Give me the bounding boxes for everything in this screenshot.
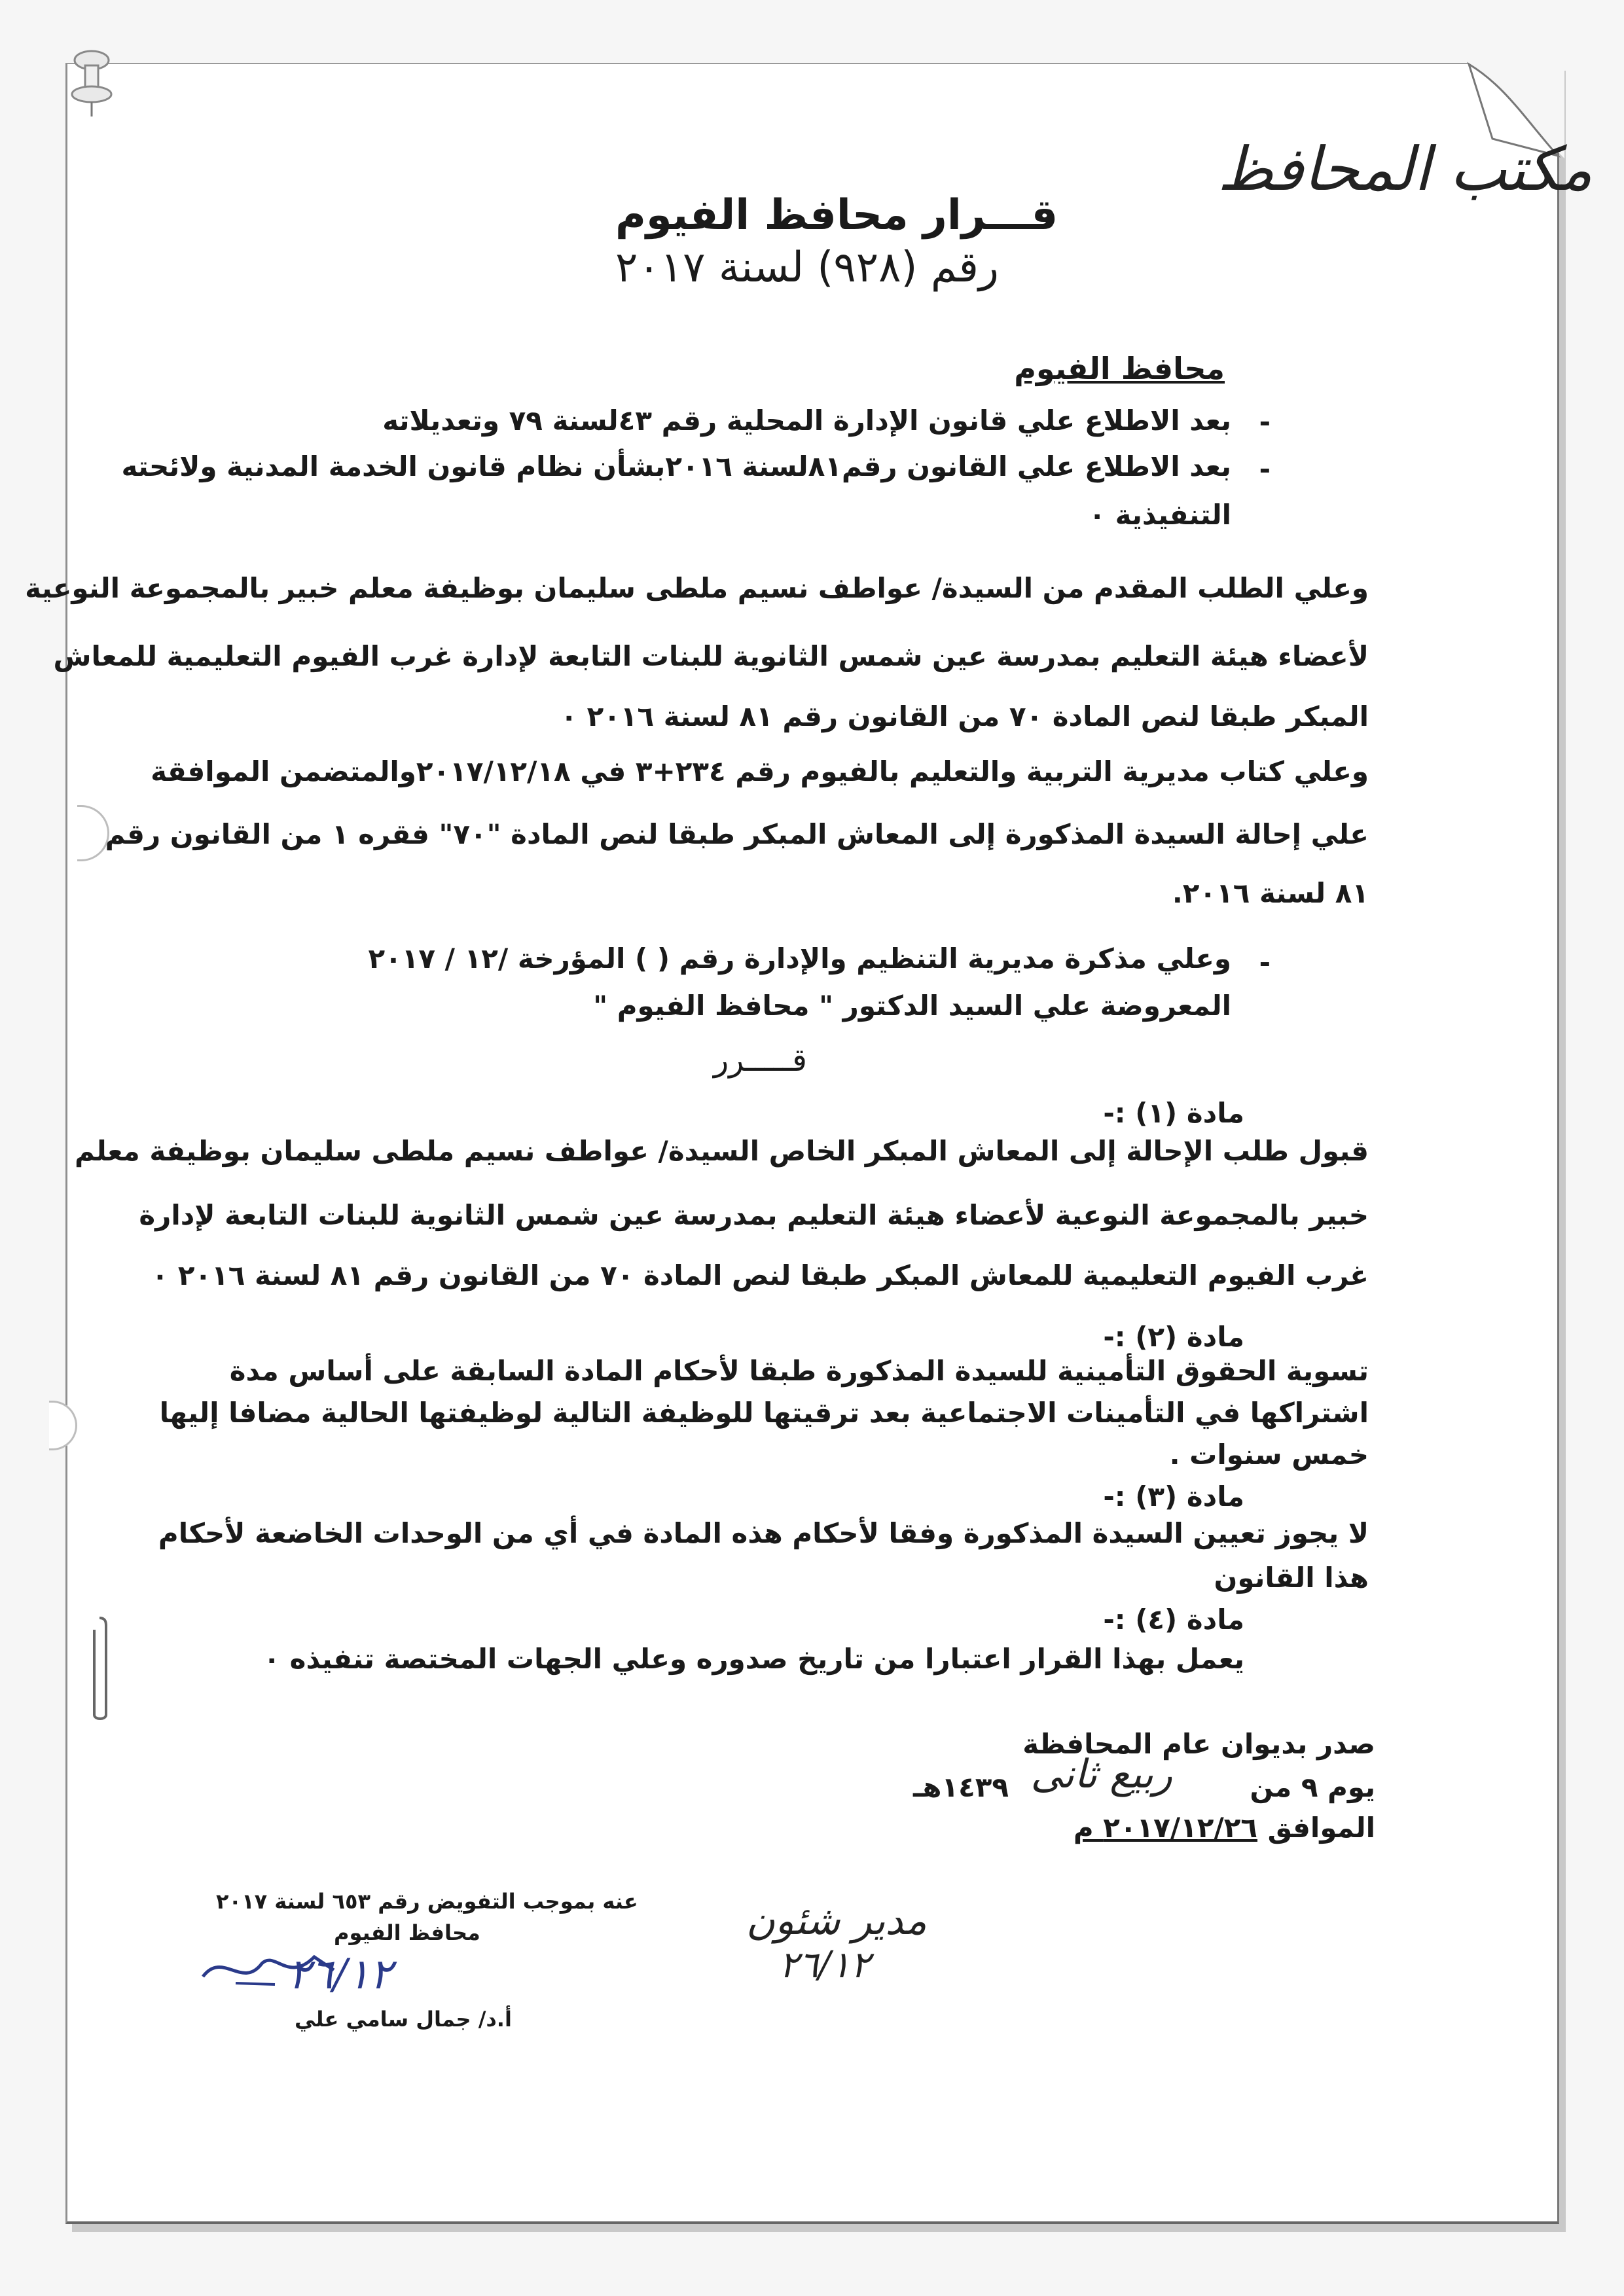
paragraph-line: المبكر طبقا لنص المادة ٧٠ من القانون رقم ٨١ لسنة ٢٠١٦ ٠ [560, 700, 1369, 732]
memo-line: المعروضة علي السيد الدكتور " محافظ الفيوم " [593, 990, 1231, 1022]
handwritten-month: ربيع ثانى [1030, 1751, 1172, 1797]
issued-gregorian-label: الموافق [1267, 1812, 1375, 1844]
paragraph-line: وعلي كتاب مديرية التربية والتعليم بالفيوم رقم ٢٣٤+٣ في ٢٠١٧/١٢/١٨والمتضمن الموافقة [151, 755, 1369, 787]
paragraph-line: ٨١ لسنة ٢٠١٦. [1172, 877, 1369, 909]
memo-dash: - [1259, 946, 1271, 978]
delegation-line: عنه بموجب التفويض رقم ٦٥٣ لسنة ٢٠١٧ [216, 1889, 638, 1914]
preamble-item: بعد الاطلاع علي القانون رقم٨١لسنة ٢٠١٦بشأن نظام قانون الخدمة المدنية ولائحته [121, 450, 1231, 482]
handwritten-office-note: مكتب المحافظ [1218, 134, 1593, 204]
issued-hijri-year: ١٤٣٩هـ [912, 1771, 1009, 1803]
article-line: هذا القانون [1214, 1562, 1369, 1594]
decree-title: قـــرار محافظ الفيوم [615, 191, 1058, 240]
article-line: لا يجوز تعيين السيدة المذكورة وفقا لأحكام هذه المادة في أي من الوحدات الخاضعة لأحكام [158, 1517, 1369, 1549]
article-line: خبير بالمجموعة النوعية لأعضاء هيئة التعليم بمدرسة عين شمس الثانوية للبنات التابعة لإدارة [139, 1199, 1369, 1231]
article-label: مادة (٢) :- [1103, 1321, 1244, 1353]
paragraph-line: وعلي الطلب المقدم من السيدة/ عواطف نسيم ملطى سليمان بوظيفة معلم خبير بالمجموعة النوعية [25, 572, 1369, 604]
issued-gregorian-date: ٢٠١٧/١٢/٢٦ م [1073, 1812, 1257, 1844]
signature-left-date: ٢٦/١٢ [288, 1950, 393, 1999]
article-label: مادة (٣) :- [1103, 1480, 1244, 1513]
article-line: يعمل بهذا القرار اعتبارا من تاريخ صدوره وعلي الجهات المختصة تنفيذه ٠ [263, 1643, 1244, 1675]
pushpin-icon [65, 46, 124, 118]
preamble-item: التنفيذية ٠ [1089, 499, 1231, 531]
article-label: مادة (١) :- [1103, 1097, 1244, 1129]
article-line: غرب الفيوم التعليمية للمعاش المبكر طبقا لنص المادة ٧٠ من القانون رقم ٨١ لسنة ٢٠١٦ ٠ [151, 1259, 1369, 1291]
memo-line: وعلي مذكرة مديرية التنظيم والإدارة رقم ( ) المؤرخة /١٢ / ٢٠١٧ [368, 942, 1231, 975]
paper-clip-icon [92, 1617, 107, 1721]
paragraph-line: علي إحالة السيدة المذكورة إلى المعاش المبكر طبقا لنص المادة "٧٠" فقره ١ من القانون رقم [105, 818, 1369, 850]
article-line: قبول طلب الإحالة إلى المعاش المبكر الخاص السيدة/ عواطف نسيم ملطى سليمان بوظيفة معلم [74, 1135, 1369, 1167]
preamble-item: بعد الاطلاع علي قانون الإدارة المحلية رقم ٤٣لسنة ٧٩ وتعديلاته [382, 404, 1231, 437]
preamble-dash: - [1259, 406, 1271, 438]
delegation-title: محافظ الفيوم [334, 1920, 480, 1945]
article-label: مادة (٤) :- [1103, 1604, 1244, 1636]
signature-right-name: مدير شئون [746, 1898, 927, 1944]
authority-heading: محافظ الفيوم [1014, 351, 1225, 386]
preamble-dash: - [1259, 453, 1271, 485]
delegation-name: أ.د/ جمال سامي علي [295, 2007, 512, 2032]
issued-day: يوم ٩ من [1250, 1771, 1375, 1803]
article-line: اشتراكها في التأمينات الاجتماعية بعد ترقيتها للوظيفة التالية لوظيفتها الحالية مضافا إليها [159, 1397, 1369, 1429]
article-line: تسوية الحقوق التأمينية للسيدة المذكورة طبقا لأحكام المادة السابقة على أساس مدة [229, 1355, 1369, 1387]
signature-right-date: ٢٦/١٢ [779, 1944, 871, 1986]
article-line: خمس سنوات . [1169, 1439, 1369, 1471]
decree-number: رقم (٩٢٨) لسنة ٢٠١٧ [615, 243, 999, 292]
decision-heading: قـــــرر [713, 1042, 807, 1079]
paragraph-line: لأعضاء هيئة التعليم بمدرسة عين شمس الثانوية للبنات التابعة لإدارة غرب الفيوم التعليمية للمعاش [53, 640, 1369, 672]
issued-line: صدر بديوان عام المحافظة [1022, 1728, 1375, 1760]
